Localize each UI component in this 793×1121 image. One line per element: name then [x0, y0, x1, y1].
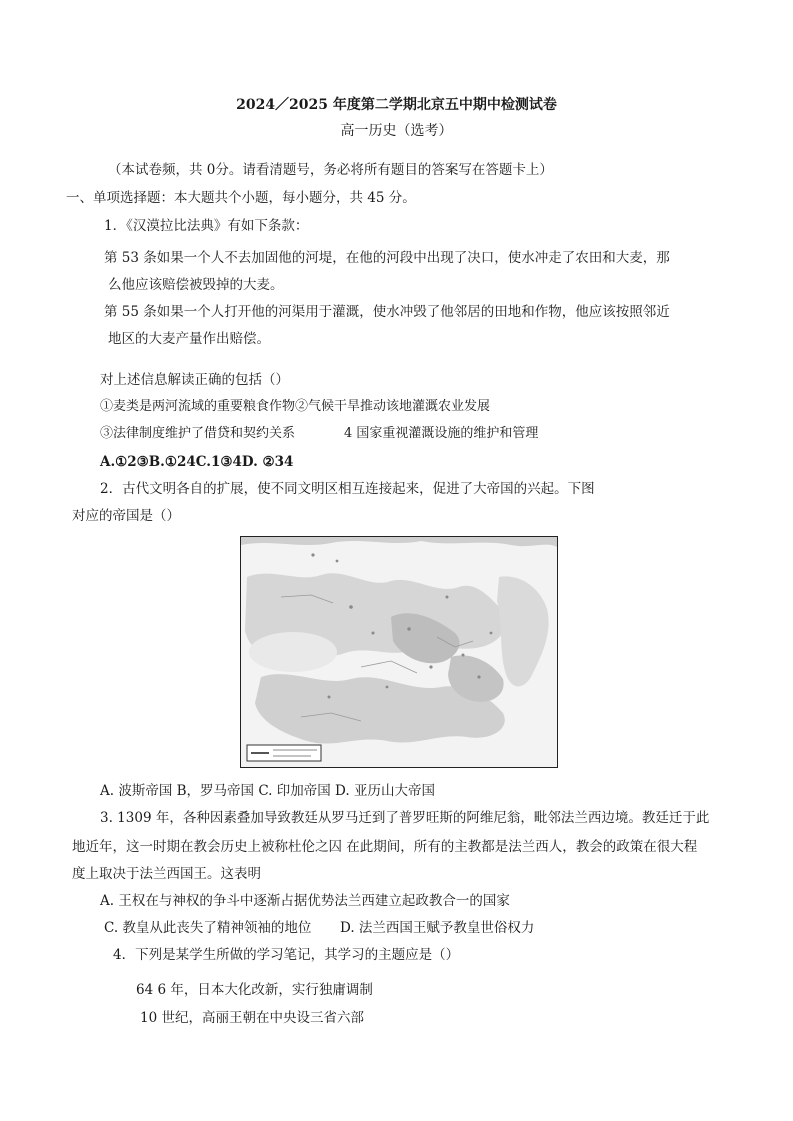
- q3-stem-line1: 3. 1309 年，各种因素叠加导致教廷从罗马迁到了普罗旺斯的阿维尼翁，毗邻法兰西边境。教廷迁于此: [100, 810, 710, 826]
- q1-item-3: ③法律制度维护了借贷和契约关系: [100, 426, 296, 441]
- empire-map-image: [240, 536, 558, 768]
- q4-note-2: 10 世纪，高丽王朝在中央设三省六部: [140, 1010, 364, 1026]
- q4-note-1: 64 6 年，日本大化改新，实行独庸调制: [136, 982, 373, 998]
- q1-item-4: 4 国家重视灌溉设施的维护和管理: [344, 426, 539, 441]
- q3-stem-line2: 地近年，这一时期在教会历史上被称杜伦之囚 在此期间，所有的主教都是法兰西人，教会的政策在很大程: [72, 839, 698, 855]
- q3-choice-c: C. 教皇从此丧失了精神领袖的地位: [104, 920, 312, 936]
- q2-stem-line2: 对应的帝国是（）: [72, 508, 180, 524]
- q1-clause53-line1: 第 53 条如果一个人不去加固他的河堤，在他的河段中出现了决口，使水冲走了农田和大麦，那: [104, 250, 670, 266]
- q1-choices: A.①2③B.①24C.1③4D. ②34: [100, 454, 294, 470]
- q1-clause55-line2: 地区的大麦产量作出赔偿。: [108, 331, 270, 347]
- q3-choice-d: D. 法兰西国王赋予教皇世俗权力: [340, 920, 535, 936]
- q3-choice-a: A. 王权在与神权的争斗中逐渐占据优势法兰西建立起政教合一的国家: [100, 893, 510, 909]
- exam-note: （本试卷频，共 0分。请看清题号，务必将所有题目的答案写在答题卡上）: [108, 162, 553, 178]
- q1-prompt: 对上述信息解读正确的包括（）: [100, 372, 289, 388]
- q1-clause53-line2: 么他应该赔偿被毁掉的大麦。: [108, 277, 284, 293]
- exam-subtitle: 高一历史（选考）: [340, 123, 453, 139]
- q3-stem-line3: 度上取决于法兰西国王。这表明: [72, 866, 261, 882]
- q1-clause55-line1: 第 55 条如果一个人打开他的河渠用于灌溉，使水冲毁了他邻居的田地和作物，他应该按照邻近: [104, 304, 670, 320]
- section-heading: 一、单项选择题：本大题共个小题，每小题分，共 45 分。: [66, 190, 416, 206]
- q1-stem: 1．《汉漠拉比法典》有如下条款：: [104, 218, 309, 234]
- q2-choices: A. 波斯帝国 B，罗马帝国 C. 印加帝国 D. 亚历山大帝国: [100, 783, 435, 799]
- q4-stem: 4．下列是某学生所做的学习笔记，其学习的主题应是（）: [113, 947, 460, 963]
- exam-title: 2024／2025 年度第二学期北京五中期中检测试卷: [236, 97, 557, 113]
- q2-stem-line1: 2．古代文明各自的扩展，使不同文明区相互连接起来，促进了大帝国的兴起。下图: [100, 481, 595, 497]
- q1-item-1-2: ①麦类是两河流域的重要粮食作物②气候干旱推动该地灌溉农业发展: [100, 399, 491, 414]
